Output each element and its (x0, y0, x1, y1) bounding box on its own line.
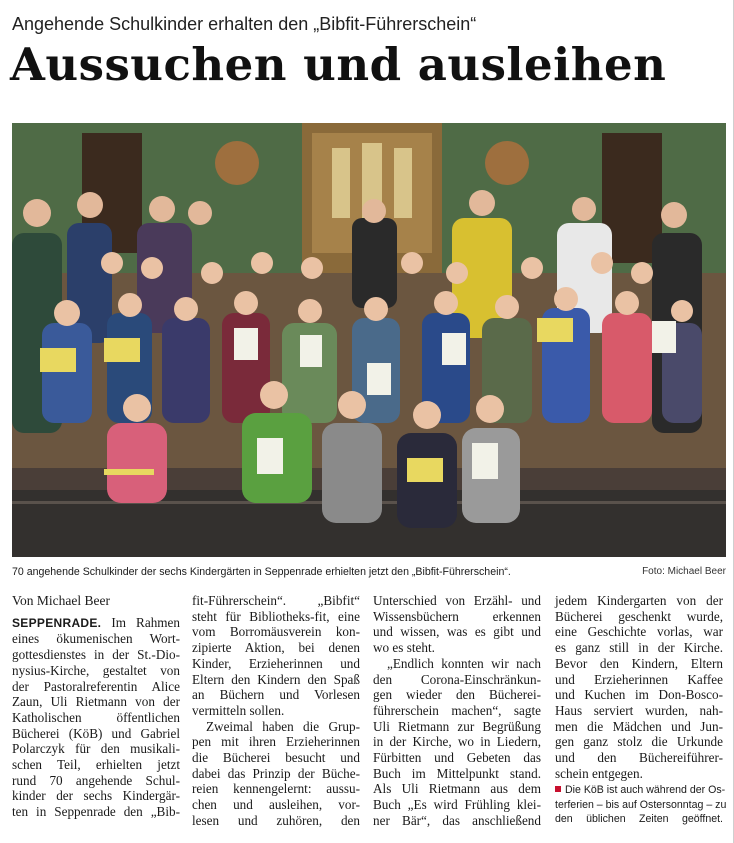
text-line: gen ganz stolz die Urkunde (555, 734, 723, 750)
text-line: terferien – bis auf Ostersonntag – zu (555, 798, 727, 811)
text-line: Bücherei geschenkt wurde, (555, 608, 723, 624)
text-line: kinder der sechs Kindergär- (12, 788, 180, 804)
text-line: und den Büchereiführer- (555, 750, 723, 766)
text-line: SEPPENRADE. Im Rahmen (12, 614, 180, 630)
article-column-1 (12, 593, 180, 820)
text-line: in der Kirche, wo in Liedern, (373, 734, 541, 750)
text-line: nysius-Kirche, gestaltet von (12, 662, 180, 678)
article-column-4 (555, 593, 727, 827)
text-line: der Pastoralreferentin Alice (12, 678, 180, 694)
article-kicker: Angehende Schulkinder erhalten den „Bibfit-Führerschein“ (12, 14, 477, 34)
text-line: men die Mädchen und Jun- (555, 718, 723, 734)
photo-caption: 70 angehende Schulkinder der sechs Kindergärten in Seppenrade erhielten jetzt den „Bibfit-Führerschein“. (12, 566, 511, 578)
text-line: und wissen, was es gibt und (373, 624, 541, 640)
text-line: und Erzieherinnen Kaffee (555, 671, 723, 687)
text-line: Uli Rietmann zur Begrüßung (373, 718, 541, 734)
text-line: vermitteln sollen. (192, 702, 285, 718)
text-line: chen und ausleihen, vor- (192, 797, 360, 813)
text-line: gen wieder den Bücherei- (373, 687, 541, 703)
article-column-3 (373, 593, 541, 829)
text-line: schein entgegen. (555, 765, 643, 781)
article-column-2 (192, 593, 360, 829)
text-line: dabei das Prinzip der Büche- (192, 765, 360, 781)
text-line: Bücherei (KöB) und Gabriel (12, 725, 180, 741)
group-photo-illustration (12, 123, 726, 557)
article-dateline: SEPPENRADE. (12, 615, 102, 630)
text-line: die Bücherei besucht und (192, 750, 360, 766)
text-line: wo es steht. (373, 640, 435, 656)
text-line: eine Geschichte vorlas, war (555, 624, 723, 640)
text-line: gottesdienstes in der St.-Dio- (12, 647, 180, 663)
note-bullet-icon (555, 786, 561, 792)
text-line: Bevor den Kindern, Eltern (555, 655, 723, 671)
text-line: eines ökumenischen Wort- (12, 631, 180, 647)
text-line: Haus serviert wurden, nah- (555, 702, 723, 718)
photo-caption-row (12, 566, 726, 578)
text-line: steht für Bibliotheks-fit, eine (192, 608, 360, 624)
text-line: Buch „Es wird Frühling klei- (373, 797, 541, 813)
text-line: den üblichen Zeiten geöffnet. (555, 813, 723, 826)
article-byline: Von Michael Beer (12, 593, 110, 608)
text-line: Zweimal haben die Grup- (206, 718, 360, 734)
text-line: vom Borromäusverein kon- (192, 624, 360, 640)
text-line: schen Teil, erhielten jetzt (12, 757, 180, 773)
text-line: führerschein machen“, sagte (373, 702, 541, 718)
text-line: den Corona-Einschränkun- (373, 671, 541, 687)
text-line: Katholischen öffentlichen (12, 709, 180, 725)
article-headline: Aussuchen und ausleihen (10, 38, 667, 91)
text-line: es ganz still in der Kirche. (555, 640, 723, 656)
info-note (555, 783, 727, 827)
text-line: Zaun, Uli Rietmann von der (12, 694, 180, 710)
text-line: Wissensbüchern erkennen (373, 608, 541, 624)
article-photo (12, 123, 726, 557)
text-line: ner Bär“, das anschließend (373, 812, 541, 828)
text-line: Fürbitten und Gebeten das (373, 750, 541, 766)
text-line: Kinder, Erzieherinnen und (192, 655, 360, 671)
text-line: und Kuchen im Don-Bosco- (555, 687, 723, 703)
text-line: Unterschied von Erzähl- und (373, 593, 541, 608)
text-line: Eltern den Kindern den Spaß (192, 671, 360, 687)
text-line: Die KöB ist auch während der Os- (555, 783, 723, 798)
text-line: reien kennengelernt: aussu- (192, 781, 360, 797)
text-line: jedem Kindergarten von der (555, 593, 723, 608)
text-line: ten in Seppenrade den „Bib- (12, 804, 180, 820)
text-line: „Endlich konnten wir nach (387, 655, 541, 671)
text-line: rund 70 angehende Schul- (12, 772, 180, 788)
text-line: pen mit ihren Erzieherinnen (192, 734, 360, 750)
text-line: fit-Führerschein“. „Bibfit“ (192, 593, 360, 608)
text-line: an Büchern und Vorlesen (192, 687, 360, 703)
text-line: Als Uli Rietmann aus dem (373, 781, 541, 797)
text-line: zipierte Aktion, bei denen (192, 640, 360, 656)
text-line: Buch im Mittelpunkt stand. (373, 765, 541, 781)
text-line: Polarczyk für den musikali- (12, 741, 180, 757)
text-line: lesen und zuhören, den (192, 812, 360, 828)
photo-credit: Foto: Michael Beer (642, 566, 726, 577)
